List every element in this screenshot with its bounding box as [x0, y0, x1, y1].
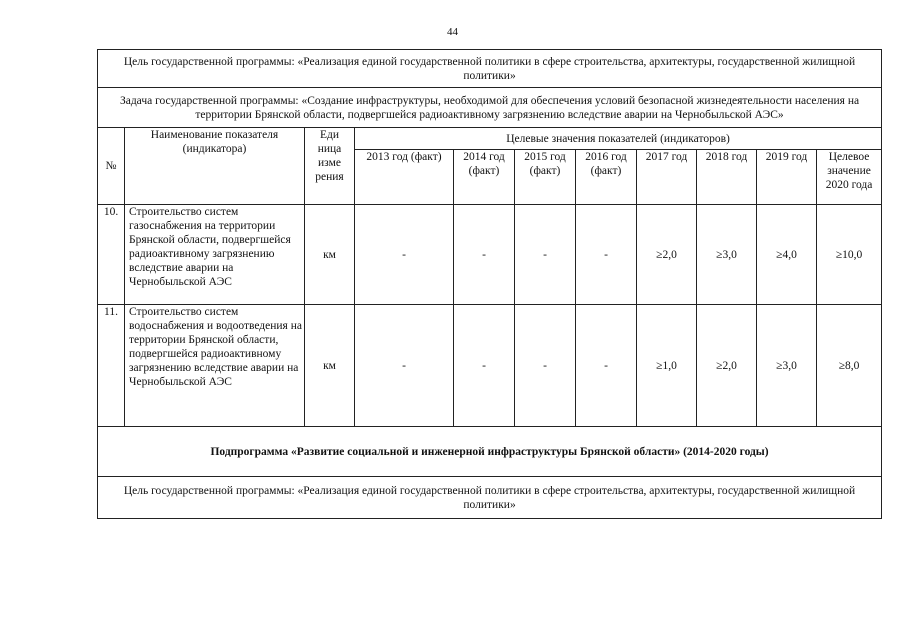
- row-value-2020: ≥10,0: [817, 205, 882, 305]
- row-value-2017: ≥2,0: [637, 205, 697, 305]
- row-value-2017: ≥1,0: [637, 305, 697, 427]
- row-value-2016: -: [576, 205, 637, 305]
- row-value-2016: -: [576, 305, 637, 427]
- row-value-2018: ≥2,0: [697, 305, 757, 427]
- row-value-2015: -: [515, 305, 576, 427]
- row-value-2020: ≥8,0: [817, 305, 882, 427]
- row-value-2019: ≥4,0: [757, 205, 817, 305]
- subprogram-title: Подпрограмма «Развитие социальной и инженерной инфраструктуры Брянской области» (2014-2020 годы): [98, 427, 882, 477]
- header-year-2015: 2015 год (факт): [515, 150, 576, 205]
- task-row: [98, 88, 882, 128]
- row-name: Строительство систем газоснабжения на территории Брянской области, подвергшейся радиоактивному загрязнению вследствие аварии на Чернобыльской АЭС: [125, 205, 305, 305]
- header-year-2016: 2016 год (факт): [576, 150, 637, 205]
- row-value-2014: -: [454, 305, 515, 427]
- row-unit: км: [305, 305, 355, 427]
- row-value-2015: -: [515, 205, 576, 305]
- row-name: Строительство систем водоснабжения и водоотведения на территории Брянской области, подвергшейся радиоактивному загрязнению вследствие аварии на Чернобыльской АЭС: [125, 305, 305, 427]
- row-num: 10.: [98, 205, 125, 305]
- goal-row: [98, 50, 882, 88]
- header-unit: Еди ница изме рения: [305, 128, 355, 205]
- task-text: Задача государственной программы: «Создание инфраструктуры, необходимой для обеспечения условий безопасной жизнедеятельности населения на территории Брянской области, подвергшейся радиоактивному загрязнению вследствие аварии на Чернобыльской АЭС»: [98, 88, 882, 128]
- header-year-2014: 2014 год (факт): [454, 150, 515, 205]
- table-row: [98, 205, 882, 305]
- row-num: 11.: [98, 305, 125, 427]
- header-year-2018: 2018 год: [697, 150, 757, 205]
- row-value-2014: -: [454, 205, 515, 305]
- row-value-2013: -: [355, 305, 454, 427]
- row-value-2019: ≥3,0: [757, 305, 817, 427]
- table-row: [98, 305, 882, 427]
- goal-text-2: Цель государственной программы: «Реализация единой государственной политики в сфере строительства, архитектуры, государственной жилищной политики»: [98, 477, 882, 519]
- header-year-2013: 2013 год (факт): [355, 150, 454, 205]
- header-year-2017: 2017 год: [637, 150, 697, 205]
- header-target-group: Целевые значения показателей (индикаторов): [355, 128, 882, 150]
- goal-row-2: [98, 477, 882, 519]
- header-year-2020: Целевое значение 2020 года: [817, 150, 882, 205]
- header-name: Наименование показателя (индикатора): [125, 128, 305, 205]
- indicators-table: [97, 49, 882, 519]
- row-unit: км: [305, 205, 355, 305]
- row-value-2013: -: [355, 205, 454, 305]
- header-num: №: [98, 128, 125, 205]
- page-number: 44: [447, 26, 458, 38]
- header-row-1: [98, 128, 882, 150]
- subprogram-row: [98, 427, 882, 477]
- header-year-2019: 2019 год: [757, 150, 817, 205]
- goal-text: Цель государственной программы: «Реализация единой государственной политики в сфере строительства, архитектуры, государственной жилищной политики»: [98, 50, 882, 88]
- row-value-2018: ≥3,0: [697, 205, 757, 305]
